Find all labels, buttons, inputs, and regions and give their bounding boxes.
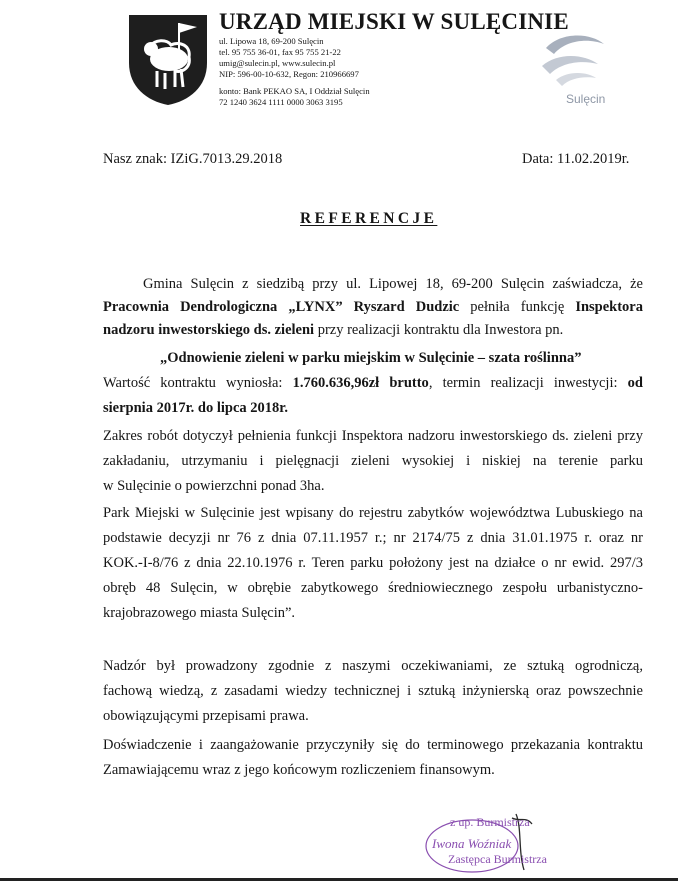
scope-line-1: Zakres robót dotyczył pełnienia funkcji Inspektora nadzoru inwestorskiego ds. zieleni przy <box>103 428 643 444</box>
scope-line-3: w Sulęcinie o powierzchni ponad 3ha. <box>103 478 325 494</box>
text-segment: pełniła funkcję <box>459 299 576 315</box>
paragraph-1-line-2 <box>103 299 643 316</box>
town-logo-label: Sulęcin <box>566 92 606 106</box>
text-segment: Wartość kontraktu wyniosła: <box>103 375 293 391</box>
experience-line-2: Zamawiającemu wraz z jego końcowym rozliczeniem finansowym. <box>103 762 495 778</box>
park-line-5: krajobrazowego miasta Sulęcin”. <box>103 605 296 621</box>
header-phone: tel. 95 755 36-01, fax 95 755 21-22 <box>219 47 341 57</box>
header-account: 72 1240 3624 1111 0000 3063 3195 <box>219 97 343 107</box>
park-line-2: podstawie decyzji nr 76 z dnia 07.11.1957 r.; nr 2174/75 z dnia 31.01.1975 r. oraz nr <box>103 530 643 546</box>
contract-value-line-1 <box>103 375 643 392</box>
contract-term: sierpnia 2017r. do lipca 2018r. <box>103 400 289 416</box>
role-name-start: Inspektora <box>575 299 643 315</box>
reference-number: Nasz znak: IZiG.7013.29.2018 <box>103 151 283 167</box>
term-start: od <box>627 375 643 391</box>
signatory-title: Zastępca Burmistrza <box>448 852 547 866</box>
header-bank: konto: Bank PEKAO SA, I Oddział Sulęcin <box>219 86 370 96</box>
paragraph-1-line-3 <box>103 322 643 339</box>
park-line-1: Park Miejski w Sulęcinie jest wpisany do rejestru zabytków województwa Lubuskiego na <box>103 505 643 521</box>
text-segment: , termin realizacji inwestycji: <box>428 375 628 391</box>
scope-line-2: zakładaniu, utrzymaniu i pielęgnacji zieleni wysokiej i niskiej na terenie parku <box>103 453 643 469</box>
document-title-text: REFERENCJE <box>300 210 438 227</box>
supervision-line-3: obowiązującymi przepisami prawa. <box>103 708 309 724</box>
experience-line-1: Doświadczenie i zaangażowanie przyczyniły się do terminowego przekazania kontraktu <box>103 737 643 753</box>
text-segment: przy realizacji kontraktu dla Inwestora pn. <box>314 322 564 338</box>
company-name: Pracownia Dendrologiczna „LYNX” Ryszard Dudzic <box>103 299 460 315</box>
signatory-name: Iwona Woźniak <box>432 836 512 851</box>
signature-authority: z up. Burmistrza <box>450 815 530 829</box>
supervision-line-1: Nadzór był prowadzony zgodnie z naszymi oczekiwaniami, ze sztuką ogrodniczą, <box>103 658 643 674</box>
role-name-end: nadzoru inwestorskiego ds. zieleni <box>103 322 315 338</box>
project-name: „Odnowienie zieleni w parku miejskim w Sulęcinie – szata roślinna” <box>160 350 582 366</box>
header-address: ul. Lipowa 18, 69-200 Sulęcin <box>219 36 324 46</box>
office-name: URZĄD MIEJSKI W SULĘCINIE <box>219 9 569 34</box>
header-email: umig@sulecin.pl, www.sulecin.pl <box>219 58 336 68</box>
contract-value: 1.760.636,96zł brutto <box>292 375 429 391</box>
paragraph-1-line-1: Gmina Sulęcin z siedzibą przy ul. Lipowej 18, 69-200 Sulęcin zaświadcza, że <box>143 276 643 292</box>
document-date: Data: 11.02.2019r. <box>522 151 630 167</box>
header-nip-regon: NIP: 596-00-10-632, Regon: 210966697 <box>219 69 359 79</box>
supervision-line-2: fachową wiedzą, z zasadami wiedzy technicznej i sztuką inżynierską oraz powszechnie <box>103 683 643 699</box>
page-bottom-border <box>0 878 678 881</box>
coat-of-arms-icon <box>125 11 211 107</box>
park-line-3: KOK.-I-8/76 z dnia 22.10.1976 r. Teren parku położony jest na działce o nr ewid. 297/3 <box>103 555 643 571</box>
park-line-4: obręb 48 Sulęcin, w obrębie zabytkowego średniowiecznego zespołu urbanistyczno- <box>103 580 643 596</box>
document-title <box>300 210 437 228</box>
